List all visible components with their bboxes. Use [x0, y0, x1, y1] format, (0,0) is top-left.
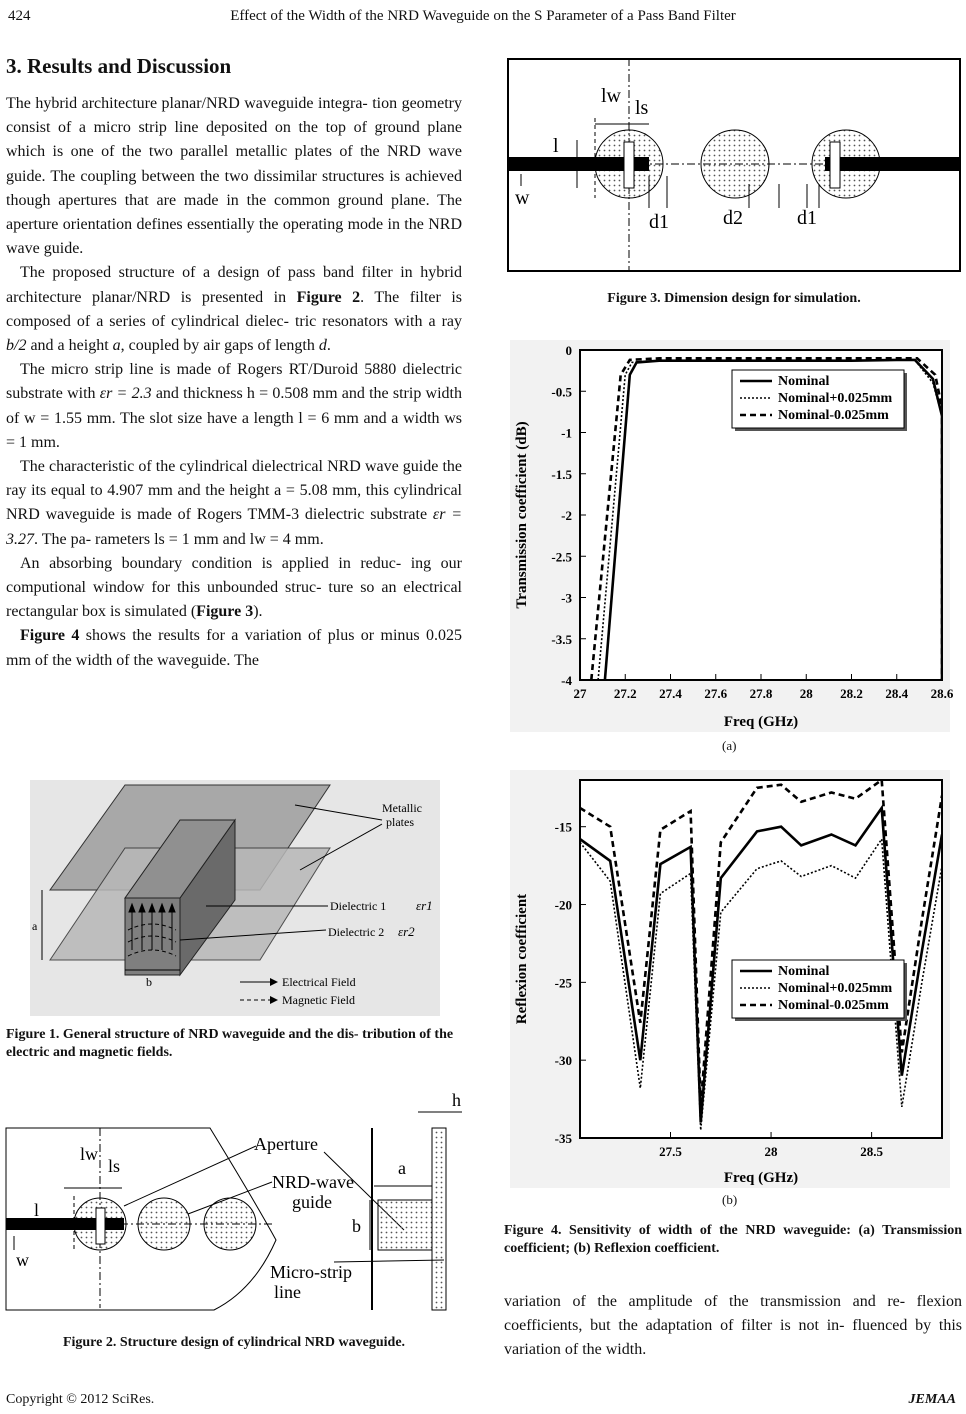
- label-aperture: Aperture: [254, 1134, 318, 1154]
- figure-3-caption: Figure 3. Dimension design for simulation.: [607, 291, 861, 306]
- paragraph-4: The characteristic of the cylindrical dielectrical NRD wave guide the ray its equal to 4.907 mm and the height a = 5.08 mm, this cylindrical NRD waveguide is made of Rogers TMM-3 dielectric substrate εr = 3.27. The pa- rameters ls = 1 mm and lw = 4 mm.: [6, 458, 463, 548]
- y-tick-label: -3.5: [551, 631, 572, 647]
- x-tick-label: 28.2: [840, 686, 863, 701]
- label-nrd-2: guide: [292, 1192, 332, 1212]
- x-tick-label: 27.2: [613, 686, 637, 701]
- x-tick-label: 28: [764, 1144, 778, 1159]
- label-b: b: [146, 975, 152, 989]
- resonator-3: [204, 1198, 256, 1250]
- paragraph-1: The hybrid architecture planar/NRD waveguide integra- tion geometry consist of a micro strip line deposited on the top of ground plane which is one of the two parallel metallic plates of the NRD wave guide. The coupling between the two dissimilar structures is achieved though apertures that are made in the common ground plane. The aperture orientation defines essentially the operating mode in the NRD wave guide.: [6, 95, 462, 258]
- paragraph-3: The micro strip line is made of Rogers RT/Duroid 5880 dielectric substrate with εr = 2.3 and thickness h = 0.508 mm and the strip width of w = 1.55 mm. The slot size have a length l = 6 mm and a width ws = 1 mm.: [6, 361, 463, 451]
- y-axis-label: Transmission coefficient (dB): [514, 421, 530, 609]
- figure-ref[interactable]: Figure 3: [196, 603, 254, 621]
- resonator-2: [138, 1198, 190, 1250]
- label-electrical-field: Electrical Field: [282, 975, 356, 989]
- figure-4b-label: (b): [722, 1192, 738, 1207]
- legend-label: Nominal-0.025mm: [778, 998, 889, 1013]
- y-tick-label: -30: [554, 1053, 572, 1069]
- label-ls: ls: [635, 97, 649, 119]
- side-resonator: [378, 1200, 432, 1250]
- label-ls: ls: [108, 1156, 121, 1176]
- x-tick-label: 27: [573, 686, 587, 701]
- microstrip-right: [825, 157, 959, 171]
- label-d1-right: d1: [797, 207, 817, 229]
- label-nrd-1: NRD-wave: [272, 1172, 354, 1192]
- y-tick-label: -35: [554, 1131, 572, 1146]
- x-tick-label: 27.5: [659, 1144, 682, 1159]
- y-tick-label: -0.5: [551, 384, 572, 400]
- label-l: l: [553, 135, 559, 157]
- label-eps-r2: εr2: [398, 924, 415, 939]
- side-plate: [432, 1128, 446, 1310]
- paragraph-2: The proposed structure of a design of pass band filter in hybrid architecture planar/NRD is presented in Figure 2. The filter is composed of a series of cylindrical dielec- tric resonators with a ray b/2 and a height a, coupled by air gaps of length d.: [6, 264, 463, 355]
- aperture-left: [624, 142, 634, 188]
- label-h: h: [452, 1090, 461, 1110]
- y-tick-label: -3: [561, 590, 572, 606]
- figure-ref[interactable]: Figure 4: [20, 627, 80, 645]
- label-l: l: [34, 1200, 40, 1220]
- y-tick-label: 0: [565, 343, 572, 358]
- x-tick-label: 28.5: [860, 1144, 883, 1159]
- label-w: w: [16, 1250, 29, 1270]
- section-title: 3. Results and Discussion: [6, 54, 232, 78]
- body-text-right: [504, 1290, 962, 1363]
- footer-copyright: Copyright © 2012 SciRes.: [6, 1392, 155, 1407]
- x-tick-label: 28: [799, 686, 813, 701]
- figure-4a-label: (a): [722, 738, 737, 753]
- figure-2-caption: Figure 2. Structure design of cylindrical NRD waveguide.: [62, 1335, 406, 1350]
- label-lw: lw: [80, 1144, 98, 1164]
- label-magnetic-field: Magnetic Field: [282, 993, 355, 1007]
- x-tick-label: 27.8: [749, 686, 773, 701]
- body-text-left: [6, 92, 462, 673]
- aperture-slot: [96, 1208, 105, 1244]
- label-dielectric-2: Dielectric 2: [328, 925, 385, 939]
- figure-1-caption: Figure 1. General structure of NRD waveguide and the dis- tribution of the electric and magnetic fields.: [6, 1027, 454, 1060]
- label-d1-left: d1: [649, 211, 669, 233]
- y-tick-label: -25: [554, 975, 572, 991]
- figure-ref[interactable]: Figure 2: [296, 288, 361, 306]
- label-w: w: [515, 187, 530, 209]
- x-tick-label: 28.4: [885, 686, 909, 701]
- figure-4-caption: Figure 4. Sensitivity of width of the NRD waveguide: (a) Transmission coefficient; (b) Reflexion coefficient.: [504, 1223, 962, 1256]
- resonator-2: [701, 130, 769, 198]
- label-dielectric-1: Dielectric 1: [330, 899, 387, 913]
- paragraph-7: variation of the amplitude of the transmission and re- flexion coefficients, but the adaptation of filter is not in- fluenced by this variation of the width.: [504, 1293, 962, 1359]
- aperture-right: [830, 142, 840, 188]
- x-tick-label: 27.4: [659, 686, 682, 701]
- x-tick-label: 28.6: [930, 686, 954, 701]
- legend-label: Nominal: [778, 374, 830, 389]
- y-tick-label: -20: [554, 897, 572, 913]
- label-eps-r1: εr1: [416, 898, 433, 913]
- running-title: Effect of the Width of the NRD Waveguide on the S Parameter of a Pass Band Filter: [230, 8, 736, 24]
- y-tick-label: -1.5: [551, 466, 572, 482]
- legend-label: Nominal-0.025mm: [778, 408, 889, 423]
- paragraph-5: An absorbing boundary condition is applied in reduc- ing our computional window for this unbounded struc- ture so an electrical rectangular box is simulated (Figure 3).: [6, 554, 462, 621]
- y-tick-label: -1: [561, 425, 572, 441]
- microstrip-line: [6, 1218, 124, 1230]
- y-tick-label: -15: [554, 819, 572, 835]
- x-axis-label: Freq (GHz): [723, 1170, 799, 1186]
- x-tick-label: 27.6: [704, 686, 728, 701]
- figure-1-diagram: [30, 780, 440, 1016]
- y-tick-label: -2: [561, 508, 572, 523]
- label-b: b: [352, 1216, 361, 1236]
- label-lw: lw: [601, 85, 621, 107]
- y-tick-label: -2.5: [551, 549, 572, 565]
- legend-label: Nominal: [778, 964, 830, 979]
- figure-3-diagram: [507, 58, 961, 272]
- label-d2: d2: [723, 207, 743, 229]
- label-microstrip-1: Micro-strip: [270, 1262, 352, 1282]
- plot-area: [580, 780, 942, 1138]
- legend-label: Nominal+0.025mm: [778, 391, 893, 406]
- label-a: a: [398, 1158, 406, 1178]
- paragraph-6: Figure 4 shows the results for a variation of plus or minus 0.025 mm of the width of the waveguide. The: [6, 627, 463, 669]
- figure-2-diagram: [4, 1090, 466, 1312]
- footer-journal: JEMAA: [908, 1392, 956, 1407]
- label-a: a: [32, 919, 38, 933]
- figure-4a-chart: [510, 340, 954, 732]
- label-metallic: Metallic: [382, 801, 422, 815]
- y-tick-label: -4: [561, 673, 572, 688]
- y-axis-label: Reflexion coefficient: [514, 893, 530, 1025]
- label-plates: plates: [386, 815, 414, 829]
- label-microstrip-2: line: [274, 1282, 301, 1302]
- legend-label: Nominal+0.025mm: [778, 981, 893, 996]
- page-number: 424: [8, 8, 31, 24]
- figure-4b-chart: [510, 770, 950, 1188]
- x-axis-label: Freq (GHz): [723, 714, 799, 730]
